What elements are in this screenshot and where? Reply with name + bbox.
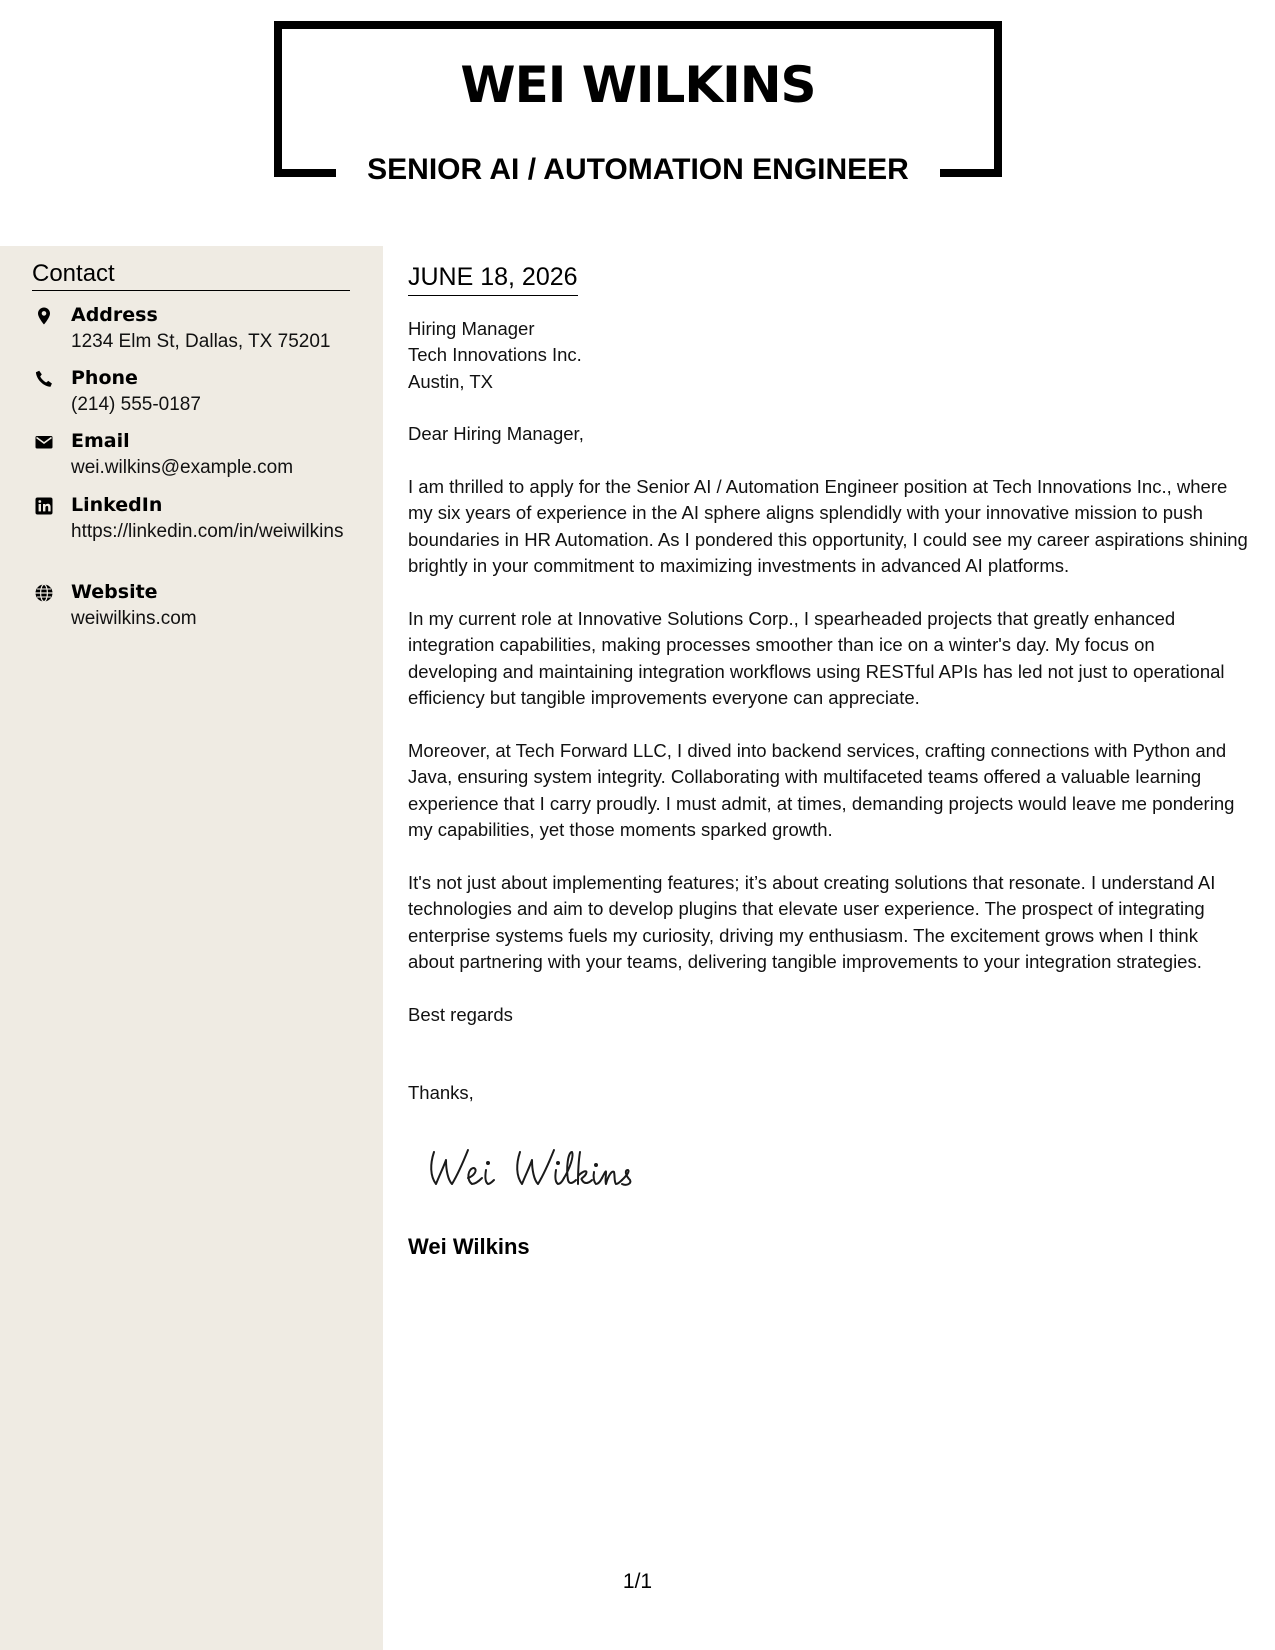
envelope-icon (34, 432, 54, 452)
job-title: SENIOR AI / AUTOMATION ENGINEER (367, 153, 909, 186)
recipient-line: Hiring Manager (408, 317, 535, 339)
contact-label: Email (71, 430, 130, 452)
contact-value: weiwilkins.com (71, 608, 197, 629)
body-paragraph: I am thrilled to apply for the Senior AI / Automation Engineer position at Tech Innovations Inc., where my six years of experience in the AI sphere aligns splendidly with your innovative mission to push boundaries in HR Automation. As I pondered this opportunity, I could see my career aspirations shining brightly in your commitment to maximizing investments in advanced AI platforms. (408, 475, 1248, 576)
contact-label: Address (71, 304, 158, 326)
recipient-block (408, 316, 1248, 396)
body-paragraph: It's not just about implementing features; it’s about creating solutions that resonate. I understand AI technologies and aim to develop plugins that elevate user experience. The prospect of integrating enterprise systems fuels my curiosity, driving my enthusiasm. The excitement grows when I think about partnering with your teams, delivering tangible improvements to your integration strategies. (408, 871, 1216, 972)
phone-icon (34, 369, 54, 389)
contact-label: Website (71, 581, 158, 603)
contact-value: https://linkedin.com/in/weiwilkins (71, 521, 344, 542)
signature-image (408, 1140, 648, 1200)
signature-drawing (408, 1140, 648, 1200)
page-number: 1/1 (622, 1570, 653, 1593)
letter-body (408, 262, 1248, 1107)
contact-heading: Contact (32, 260, 350, 291)
closing: Best regards (408, 1003, 513, 1025)
letter-date: JUNE 18, 2026 (408, 264, 578, 296)
globe-icon (34, 583, 54, 603)
thanks-line: Thanks, (408, 1082, 474, 1103)
signed-name: Wei Wilkins (408, 1234, 530, 1259)
contact-label: Phone (71, 367, 138, 389)
linkedin-icon (34, 496, 54, 516)
contact-value: wei.wilkins@example.com (71, 457, 294, 478)
recipient-line: Austin, TX (408, 370, 494, 392)
contact-sidebar (0, 246, 383, 1650)
body-paragraph: In my current role at Innovative Solutions Corp., I spearheaded projects that greatly enhanced integration capabilities, making processes smoother than ice on a winter's day. My focus on developing and maintaining integration workflows using RESTful APIs has led not just to operational efficiency but tangible improvements everyone can appreciate. (408, 607, 1225, 708)
candidate-name: WEI WILKINS (460, 56, 816, 114)
recipient-line: Tech Innovations Inc. (408, 344, 582, 365)
frame-top-border (274, 21, 1002, 29)
location-pin-icon (34, 306, 54, 326)
contact-label: LinkedIn (71, 494, 163, 516)
contact-value: (214) 555-0187 (71, 394, 201, 415)
body-paragraph: Moreover, at Tech Forward LLC, I dived into backend services, crafting connections with Python and Java, ensuring system integrity. Collaborating with multifaceted teams offered a valuable learning experience that I carry proudly. I must admit, at times, demanding projects would leave me pondering my capabilities, yet those moments sparked growth. (408, 739, 1235, 840)
salutation: Dear Hiring Manager, (408, 423, 584, 444)
contact-value: 1234 Elm St, Dallas, TX 75201 (71, 331, 331, 352)
